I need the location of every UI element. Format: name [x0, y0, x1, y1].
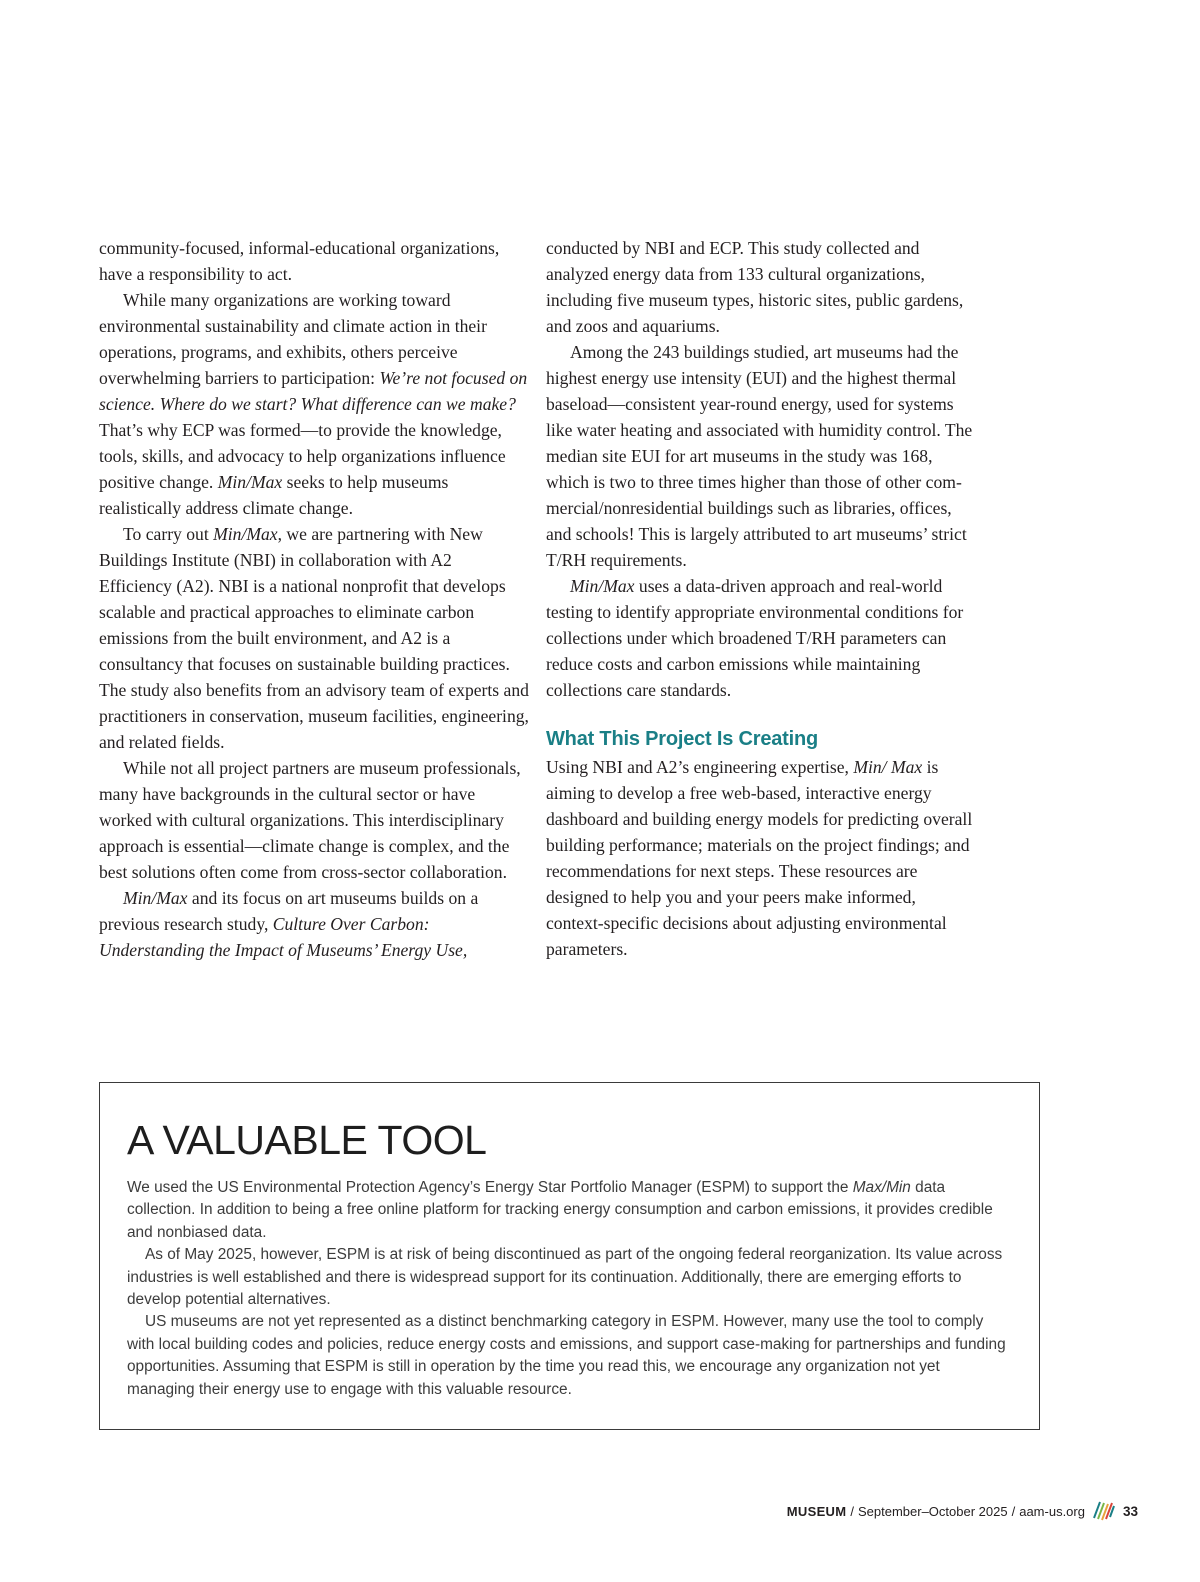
footer-separator: /	[1011, 1503, 1016, 1519]
sidebar-title: A VALUABLE TOOL	[127, 1117, 487, 1163]
page-number: 33	[1122, 1503, 1138, 1519]
sidebar-paragraph: We used the US Environmental Protection Agency’s Energy Star Portfolio Manager (ESPM) to support the Max/Min data collection. In addition to being a free online platform for tracking energy consumption and carbon emissions, it provides credible and nonbiased data.	[127, 1179, 993, 1241]
issue-date: September–October 2025	[857, 1503, 1008, 1519]
paragraph: To carry out Min/Max, we are partnering with New Buildings Institute (NBI) in collaboration with A2 Efficiency (A2). NBI is a national nonprofit that develops scalable and practical approaches to eliminate carbon emissions from the built environment, and A2 is a consultancy that focuses on sustainable building practices. The study also benefits from an advisory team of experts and practitioners in conservation, museum facilities, engineering, and related fields.	[99, 524, 529, 752]
aam-logo-icon	[1091, 1499, 1115, 1524]
paragraph: community-focused, informal-educational organizations, have a responsibility to act.	[99, 238, 500, 284]
paragraph: conducted by NBI and ECP. This study collected and analyzed energy data from 133 cultural organizations, including five museum types, historic sites, public gardens, and zoos and aquariums.	[546, 238, 964, 336]
paragraph: While not all project partners are museum professionals, many have backgrounds in the cultural sector or have worked with cultural organizations. This interdisciplinary approach is essential—climate change is complex, and the best solutions often come from cross-sector collaboration.	[99, 758, 521, 882]
footer-separator: /	[850, 1503, 854, 1519]
sidebar-box	[99, 1082, 1040, 1430]
paragraph: Min/Max uses a data-driven approach and real-world testing to identify appropriate environmental conditions for collections under which broadened T/RH parameters can reduce costs and carbon emissions while maintaining collections care standards.	[546, 576, 964, 700]
sidebar-paragraph: US museums are not yet represented as a distinct benchmarking category in ESPM. However, many use the tool to comply with local building codes and policies, reduce energy costs and emissions, and support case-making for partnerships and funding opportunities. Assuming that ESPM is still in operation by the time you read this, we encourage any organization not yet managing their energy use to engage with this valuable resource.	[127, 1313, 1006, 1398]
left-column	[99, 235, 529, 963]
website-link[interactable]: aam-us.org	[1019, 1503, 1085, 1519]
page-footer	[787, 1500, 1138, 1522]
magazine-name: MUSEUM	[786, 1503, 847, 1519]
paragraph: Using NBI and A2’s engineering expertise, Min/ Max is aiming to develop a free web-based, interactive energy dashboard and building energy models for predicting overall building performance; materials on the project findings; and recommendations for next steps. These resources are designed to help you and your peers make informed, context-specific decisions about adjusting environmental parameters.	[546, 757, 973, 959]
section-heading: What This Project Is Creating	[546, 728, 819, 750]
paragraph: Min/Max and its focus on art museums builds on a previous research study, Culture Over Carbon: Understanding the Impact of Museums’ Energy Use,	[99, 888, 479, 960]
sidebar-paragraph: As of May 2025, however, ESPM is at risk of being discontinued as part of the ongoing federal reorganization. Its value across industries is well established and there is widespread support for its continuation. Additionally, there are emerging efforts to develop potential alternatives.	[127, 1246, 1003, 1309]
paragraph: While many organizations are working toward environmental sustainability and climate action in their operations, programs, and exhibits, others perceive overwhelming barriers to participation: We’re not focused on science. Where do we start? What difference can we make? That’s why ECP was formed—to provide the knowledge, tools, skills, and advocacy to help organizations influence positive change. Min/Max seeks to help museums realistically address climate change.	[99, 290, 528, 518]
right-column	[546, 235, 976, 962]
paragraph: Among the 243 buildings studied, art museums had the highest energy use intensity (EUI) and the highest thermal baseload—consistent year-round energy, used for systems like water heating and associated with humidity control. The median site EUI for art museums in the study was 168, which is two to three times higher than those of other commercial/nonresidential buildings such as libraries, offices, and schools! This is largely attributed to art museums’ strict T/RH requirements.	[546, 342, 973, 570]
